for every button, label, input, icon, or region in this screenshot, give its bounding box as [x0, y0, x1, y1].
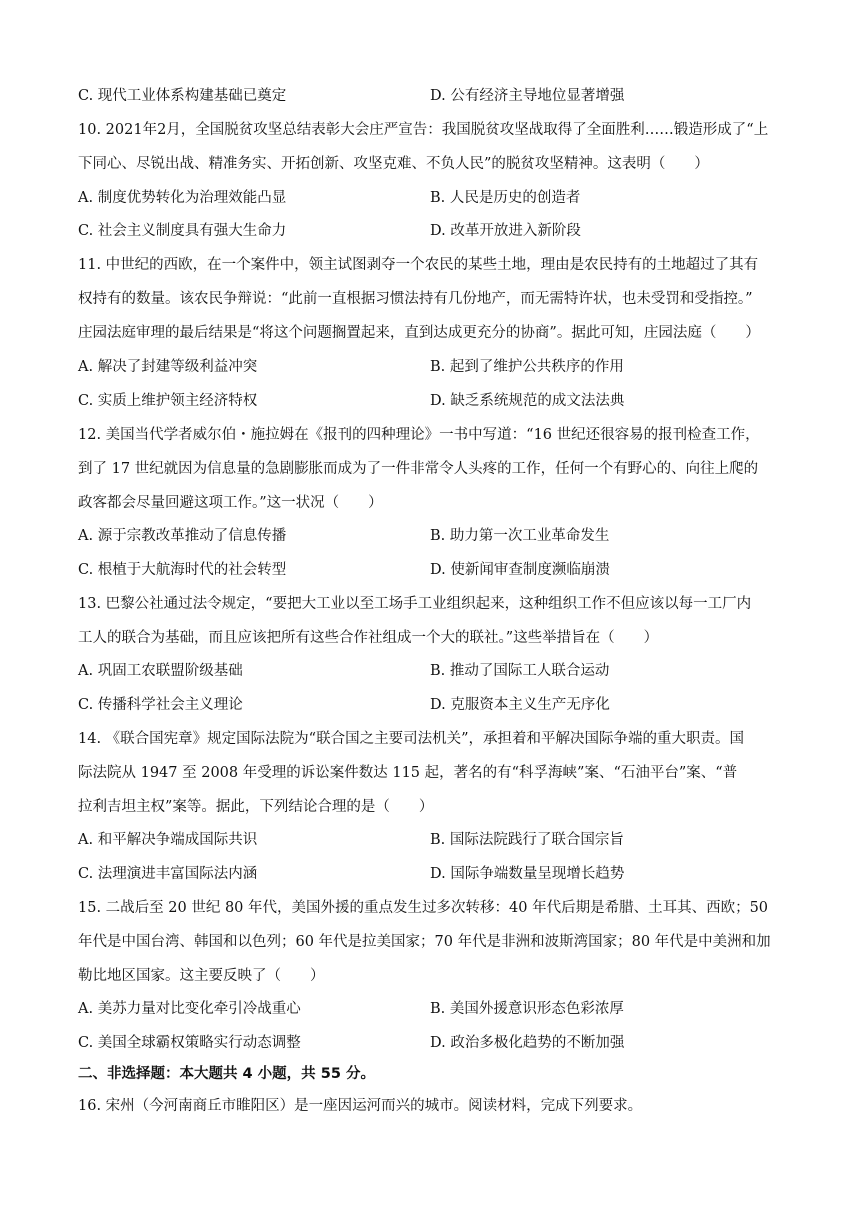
q12-option-d: D. 使新闻审查制度濒临崩溃: [430, 562, 610, 578]
q12-stem-line-1: 12. 美国当代学者威尔伯・施拉姆在《报刊的四种理论》一书中写道：“16 世纪还很容易的报刊检查工作，: [78, 427, 760, 443]
q14-option-a: A. 和平解决争端成国际共识: [78, 832, 258, 848]
q15-option-b: B. 美国外援意识形态色彩浓厚: [430, 1001, 624, 1017]
q9-option-d: D. 公有经济主导地位显著增强: [430, 88, 625, 104]
q14-stem-line-1: 14. 《联合国宪章》规定国际法院为“联合国之主要司法机关”，承担着和平解决国际争端的重大职责。国: [78, 731, 744, 747]
q10-option-c: C. 社会主义制度具有强大生命力: [78, 223, 287, 239]
q16-stem: 16. 宋州（今河南商丘市睢阳区）是一座因运河而兴的城市。阅读材料，完成下列要求。: [78, 1098, 643, 1114]
q13-stem-line-1: 13. 巴黎公社通过法令规定，“要把大工业以至工场手工业组织起来，这种组织工作不但应该以每一工厂内: [78, 596, 752, 612]
q12-option-b: B. 助力第一次工业革命发生: [430, 528, 610, 544]
q13-option-c: C. 传播科学社会主义理论: [78, 697, 243, 713]
q13-option-b: B. 推动了国际工人联合运动: [430, 663, 610, 679]
q10-option-a: A. 制度优势转化为治理效能凸显: [78, 190, 287, 206]
q10-option-d: D. 改革开放进入新阶段: [430, 223, 581, 239]
q11-option-c: C. 实质上维护领主经济特权: [78, 393, 258, 409]
q11-stem-line-1: 11. 中世纪的西欧，在一个案件中，领主试图剥夺一个农民的某些土地，理由是农民持有的土地超过了其有: [78, 257, 759, 273]
q15-option-c: C. 美国全球霸权策略实行动态调整: [78, 1035, 301, 1051]
q11-stem-line-2: 权持有的数量。该农民争辩说：“此前一直根据习惯法持有几份地产，而无需特许状，也未受罚和受指控。”: [78, 291, 753, 307]
q15-stem-line-2: 年代是中国台湾、韩国和以色列；60 年代是拉美国家；70 年代是非洲和波斯湾国家；80 年代是中美洲和加: [78, 934, 771, 950]
q9-option-c: C. 现代工业体系构建基础已奠定: [78, 88, 287, 104]
q10-stem-line-1: 10. 2021年2月，全国脱贫攻坚总结表彰大会庄严宣告：我国脱贫攻坚战取得了全面胜利……锻造形成了“上: [78, 122, 769, 138]
q12-stem-line-2: 到了 17 世纪就因为信息量的急剧膨胀而成为了一件非常令人头疼的工作，任何一个有野心的、向往上爬的: [78, 461, 759, 477]
q14-option-c: C. 法理演进丰富国际法内涵: [78, 866, 258, 882]
q13-option-a: A. 巩固工农联盟阶级基础: [78, 663, 243, 679]
q14-option-d: D. 国际争端数量呈现增长趋势: [430, 866, 625, 882]
q12-option-c: C. 根植于大航海时代的社会转型: [78, 562, 287, 578]
q12-stem-line-3: 政客都会尽量回避这项工作。”这一状况（ ）: [78, 495, 383, 511]
q10-option-b: B. 人民是历史的创造者: [430, 190, 581, 206]
q13-stem-line-2: 工人的联合为基础，而且应该把所有这些合作社组成一个大的联社。”这些举措旨在（ ）: [78, 630, 659, 646]
q14-option-b: B. 国际法院践行了联合国宗旨: [430, 832, 624, 848]
q10-stem-line-2: 下同心、尽锐出战、精准务实、开拓创新、攻坚克难、不负人民”的脱贫攻坚精神。这表明（ ）: [78, 156, 709, 172]
q14-stem-line-3: 拉利吉坦主权”案等。据此，下列结论合理的是（ ）: [78, 799, 434, 815]
q15-stem-line-3: 勒比地区国家。这主要反映了（ ）: [78, 968, 325, 984]
q15-stem-line-1: 15. 二战后至 20 世纪 80 年代，美国外援的重点发生过多次转移：40 年代后期是希腊、土耳其、西欧；50: [78, 900, 769, 916]
q11-stem-line-3: 庄园法庭审理的最后结果是“将这个问题搁置起来，直到达成更充分的协商”。据此可知，庄园法庭（ ）: [78, 325, 760, 341]
q11-option-b: B. 起到了维护公共秩序的作用: [430, 359, 624, 375]
q12-option-a: A. 源于宗教改革推动了信息传播: [78, 528, 287, 544]
section-heading: 二、非选择题：本大题共 4 小题，共 55 分。: [78, 1066, 375, 1082]
q11-option-d: D. 缺乏系统规范的成文法法典: [430, 393, 625, 409]
q13-option-d: D. 克服资本主义生产无序化: [430, 697, 610, 713]
q15-option-d: D. 政治多极化趋势的不断加强: [430, 1035, 625, 1051]
q15-option-a: A. 美苏力量对比变化牵引冷战重心: [78, 1001, 301, 1017]
q11-option-a: A. 解决了封建等级利益冲突: [78, 359, 258, 375]
q14-stem-line-2: 际法院从 1947 至 2008 年受理的诉讼案件数达 115 起，著名的有“科孚海峡”案、“石油平台”案、“普: [78, 765, 738, 781]
